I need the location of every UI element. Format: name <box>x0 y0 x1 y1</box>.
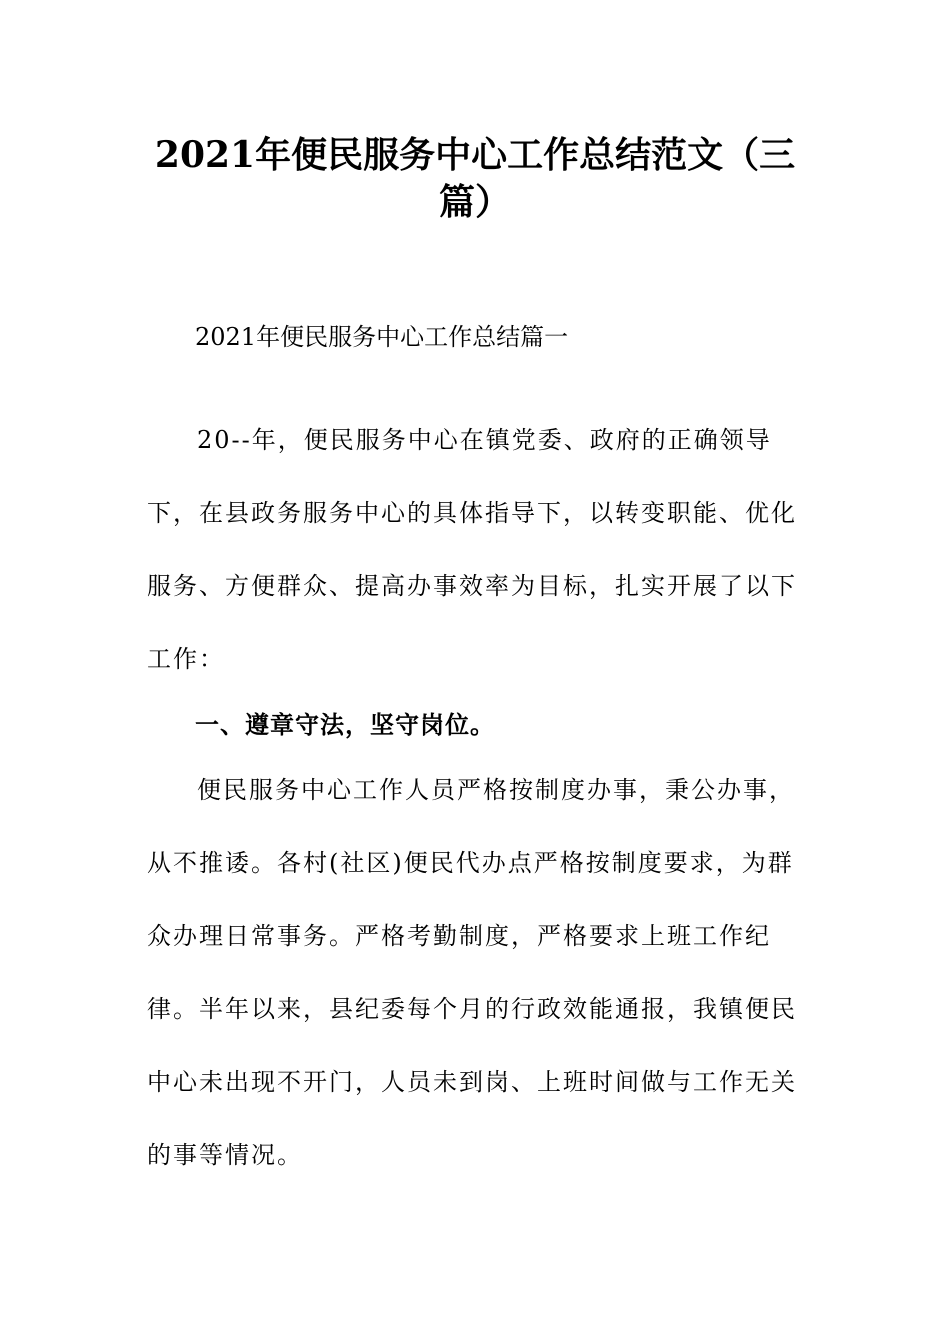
paragraph-line: 众办理日常事务。严格考勤制度，严格要求上班工作纪 <box>147 922 771 950</box>
paragraph-line: 20--年，便民服务中心在镇党委、政府的正确领导 <box>197 426 772 454</box>
document-title-line-2: 篇） <box>438 181 511 223</box>
paragraph-line: 便民服务中心工作人员严格按制度办事，秉公办事， <box>197 776 795 804</box>
paragraph-intro <box>147 420 797 712</box>
paragraph-line: 下，在县政务服务中心的具体指导下，以转变职能、优化 <box>147 499 797 527</box>
paragraph-section-1 <box>147 770 797 1208</box>
paragraph-line: 的事等情况。 <box>147 1141 303 1169</box>
article-subheading: 2021年便民服务中心工作总结篇一 <box>195 323 569 351</box>
section-heading-1: 一、遵章守法，坚守岗位。 <box>195 710 495 739</box>
document-title-line-1: 2021年便民服务中心工作总结范文（三 <box>154 134 796 176</box>
paragraph-line: 律。半年以来，县纪委每个月的行政效能通报，我镇便民 <box>147 995 797 1023</box>
paragraph-line: 从不推诿。各村(社区)便民代办点严格按制度要求，为群 <box>147 849 794 877</box>
paragraph-line: 中心未出现不开门，人员未到岗、上班时间做与工作无关 <box>147 1068 797 1096</box>
paragraph-line: 服务、方便群众、提高办事效率为目标，扎实开展了以下 <box>147 572 797 600</box>
paragraph-line: 工作： <box>147 645 225 673</box>
